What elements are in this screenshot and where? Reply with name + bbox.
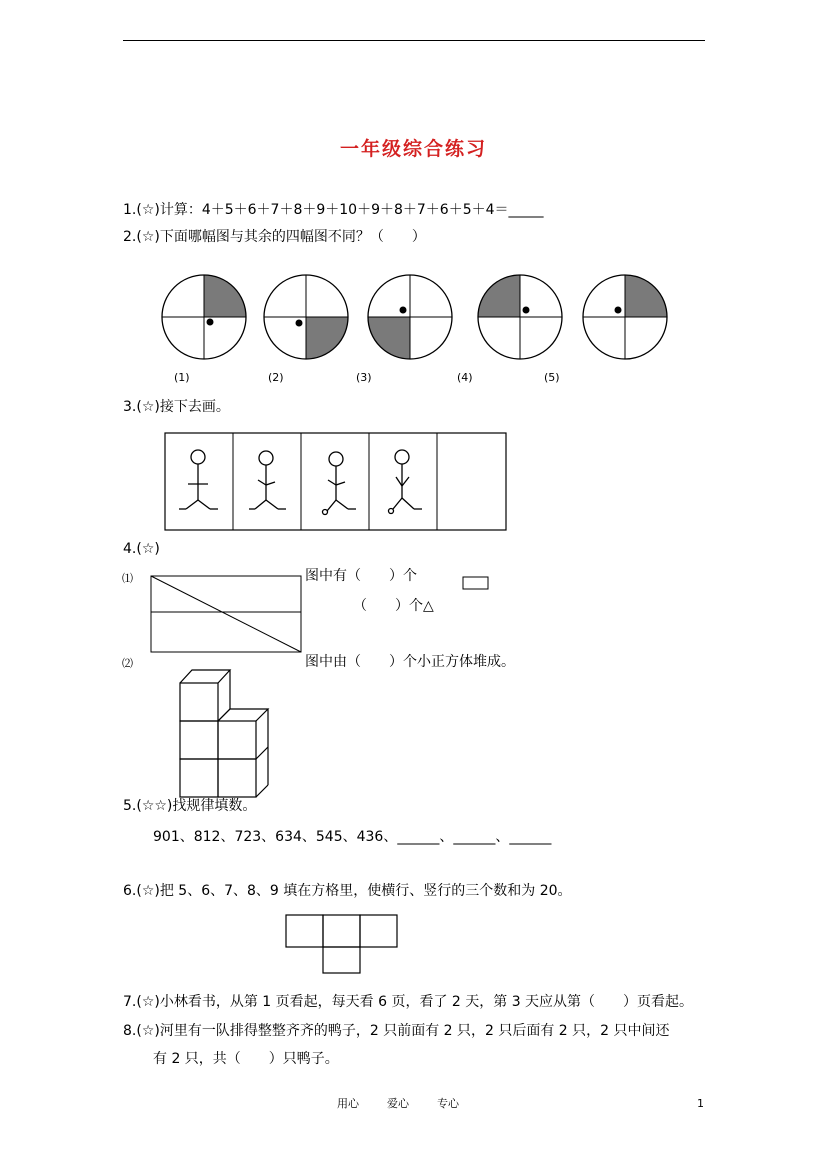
q2-label-5: (5) — [544, 371, 560, 384]
footer-left: 用心 — [337, 1097, 359, 1110]
q5-sequence: 901、812、723、634、545、436、______、______、______ — [153, 829, 552, 845]
question-2: 2.(☆)下面哪幅图与其余的四幅图不同？（ ） — [123, 229, 426, 245]
q2-label-3: (3) — [356, 371, 372, 384]
q4-part-2-line: 图中由（ ）个小正方体堆成。 — [305, 654, 515, 670]
q4-part-1-line-1: 图中有（ ）个 — [305, 568, 417, 584]
q2-label-1: (1) — [174, 371, 190, 384]
question-1: 1.(☆)计算：4＋5＋6＋7＋8＋9＋10＋9＋8＋7＋6＋5＋4＝_____ — [123, 202, 544, 218]
q2-label-4: (4) — [457, 371, 473, 384]
question-7: 7.(☆)小林看书，从第 1 页看起，每天看 6 页，看了 2 天，第 3 天应从第（ ）页看起。 — [123, 994, 694, 1010]
q2-label-2: (2) — [268, 371, 284, 384]
question-8-line-1: 8.(☆)河里有一队排得整整齐齐的鸭子，2 只前面有 2 只，2 只后面有 2 只，2 只中间还 — [123, 1023, 670, 1039]
page-number: 1 — [697, 1097, 704, 1110]
question-3: 3.(☆)接下去画。 — [123, 399, 230, 415]
question-6: 6.(☆)把 5、6、7、8、9 填在方格里，使横行、竖行的三个数和为 20。 — [123, 883, 572, 899]
question-8-line-2: 有 2 只，共（ ）只鸭子。 — [153, 1051, 339, 1067]
footer-middle: 爱心 — [387, 1097, 409, 1110]
page-title: 一年级综合练习 — [339, 138, 487, 160]
q4-part-2-number: ⑵ — [122, 657, 133, 670]
question-4: 4.(☆) — [123, 541, 160, 557]
footer-right: 专心 — [437, 1097, 459, 1110]
question-5: 5.(☆☆)找规律填数。 — [123, 798, 257, 814]
q4-part-1-line-2: （ ）个△ — [353, 598, 434, 614]
q4-part-1-number: ⑴ — [122, 572, 133, 585]
